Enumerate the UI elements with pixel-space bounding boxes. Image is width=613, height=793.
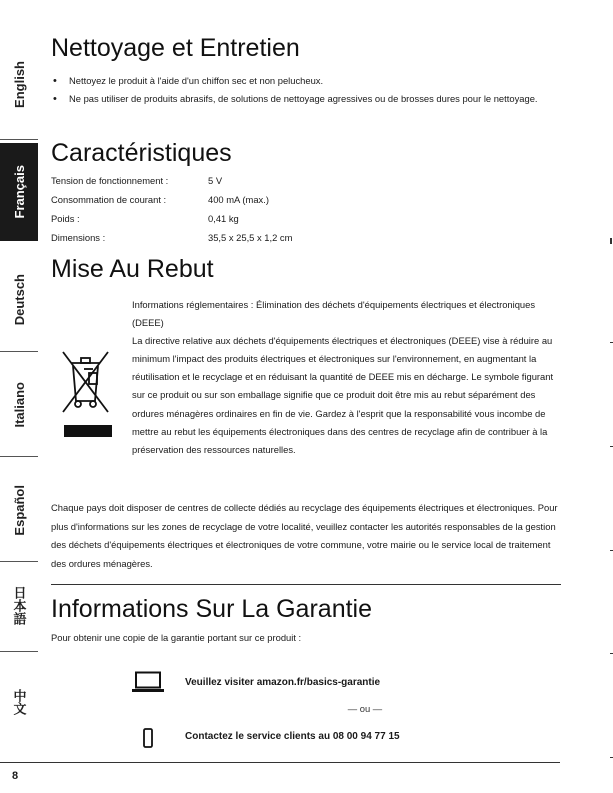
tab-japanese[interactable] xyxy=(0,565,38,645)
or-text: — ou — xyxy=(347,703,383,714)
or-separator xyxy=(51,703,561,714)
tab-divider xyxy=(0,139,38,140)
cleaning-title: Nettoyage et Entretien xyxy=(51,34,300,62)
table-row xyxy=(51,228,292,247)
footer-divider xyxy=(0,762,560,763)
tab-japanese-label: 日本語 xyxy=(11,585,27,625)
disposal-directive-text: La directive relative aux déchets d'équipements électriques et électroniques (DEEE) vise à réduire au minimum l'impact des produits électriques et électroniques sur l'environnement, en augmentant la réutilisation et le recyclage et en réduisant la quantité de DEEE mis en décharge. Le symbole figurant sur ce produit ou sur son emballage signifie que ce produit doit être mis au rebut séparément des ordures ménagères ordinaires en fin de vie. Gardez à l'esprit que la responsabilité vous incombe de mettre au rebut les équipements électroniques dans des centres de recyclage afin de contribuer à la préservation des ressources naturelles. xyxy=(132,335,554,455)
disposal-regulatory-info: Informations réglementaires : Élimination des déchets d'équipements électriques et électroniques (DEEE) xyxy=(132,299,536,329)
spec-value: 0,41 kg xyxy=(208,213,239,224)
weee-black-bar xyxy=(64,425,112,437)
disposal-title: Mise Au Rebut xyxy=(51,255,214,283)
tab-deutsch[interactable] xyxy=(0,250,38,350)
tab-english-label: English xyxy=(11,60,27,108)
disposal-text xyxy=(132,296,562,459)
tab-divider xyxy=(0,456,38,457)
tab-divider xyxy=(0,561,38,562)
spec-value: 35,5 x 25,5 x 1,2 cm xyxy=(208,232,293,243)
spec-label: Consommation de courant : xyxy=(51,194,167,205)
tab-francais[interactable] xyxy=(0,143,38,241)
tab-espanol-label: Español xyxy=(11,484,27,536)
list-item: • Ne pas utiliser de produits abrasifs, de solutions de nettoyage agressives ou de brosses dures pour le nettoyage. xyxy=(51,90,556,108)
section-divider xyxy=(51,584,561,585)
tab-divider xyxy=(0,651,38,652)
specs-title: Caractéristiques xyxy=(51,139,232,167)
spec-label: Poids : xyxy=(51,213,80,224)
customer-service-contact[interactable]: Contactez le service clients au 08 00 94 77 15 xyxy=(185,731,400,742)
tab-italiano-label: Italiano xyxy=(11,382,27,428)
warranty-intro: Pour obtenir une copie de la garantie portant sur ce produit : xyxy=(51,632,302,643)
warranty-website[interactable]: Veuillez visiter amazon.fr/basics-garantie xyxy=(185,677,381,688)
tab-italiano[interactable] xyxy=(0,355,38,455)
cleaning-list xyxy=(51,72,556,108)
table-row xyxy=(51,209,292,228)
spec-value: 400 mA (max.) xyxy=(208,194,269,205)
edge-mark xyxy=(610,238,612,244)
crossed-bin-icon xyxy=(60,349,111,415)
table-row xyxy=(51,190,292,209)
tab-francais-label: Français xyxy=(11,165,27,219)
tab-chinese[interactable] xyxy=(0,667,38,737)
tab-chinese-label: 中文 xyxy=(11,689,27,715)
spec-label: Dimensions : xyxy=(51,232,106,243)
tab-divider xyxy=(0,351,38,352)
collection-text: Chaque pays doit disposer de centres de collecte dédiés au recyclage des équipements électriques et électroniques. Pour plus d'informations sur les zones de recyclage de votre localité, veuillez contacter les autorités responsables de la gestion des déchets d'équipements électriques et électroniques de votre commune, votre mairie ou le service local de traitement des ordures ménagères. xyxy=(51,502,558,569)
tab-english[interactable] xyxy=(0,35,38,133)
specs-table xyxy=(51,171,292,247)
laptop-icon xyxy=(132,671,164,693)
phone-icon xyxy=(143,728,153,748)
table-row xyxy=(51,171,292,190)
spec-value: 5 V xyxy=(208,175,223,186)
spec-label: Tension de fonctionnement : xyxy=(51,175,169,186)
tab-espanol[interactable] xyxy=(0,460,38,560)
page-number: 8 xyxy=(12,770,19,782)
tab-deutsch-label: Deutsch xyxy=(11,274,27,326)
warranty-title: Informations Sur La Garantie xyxy=(51,595,372,623)
list-item: • Nettoyez le produit à l'aide d'un chiffon sec et non pelucheux. xyxy=(51,72,556,90)
